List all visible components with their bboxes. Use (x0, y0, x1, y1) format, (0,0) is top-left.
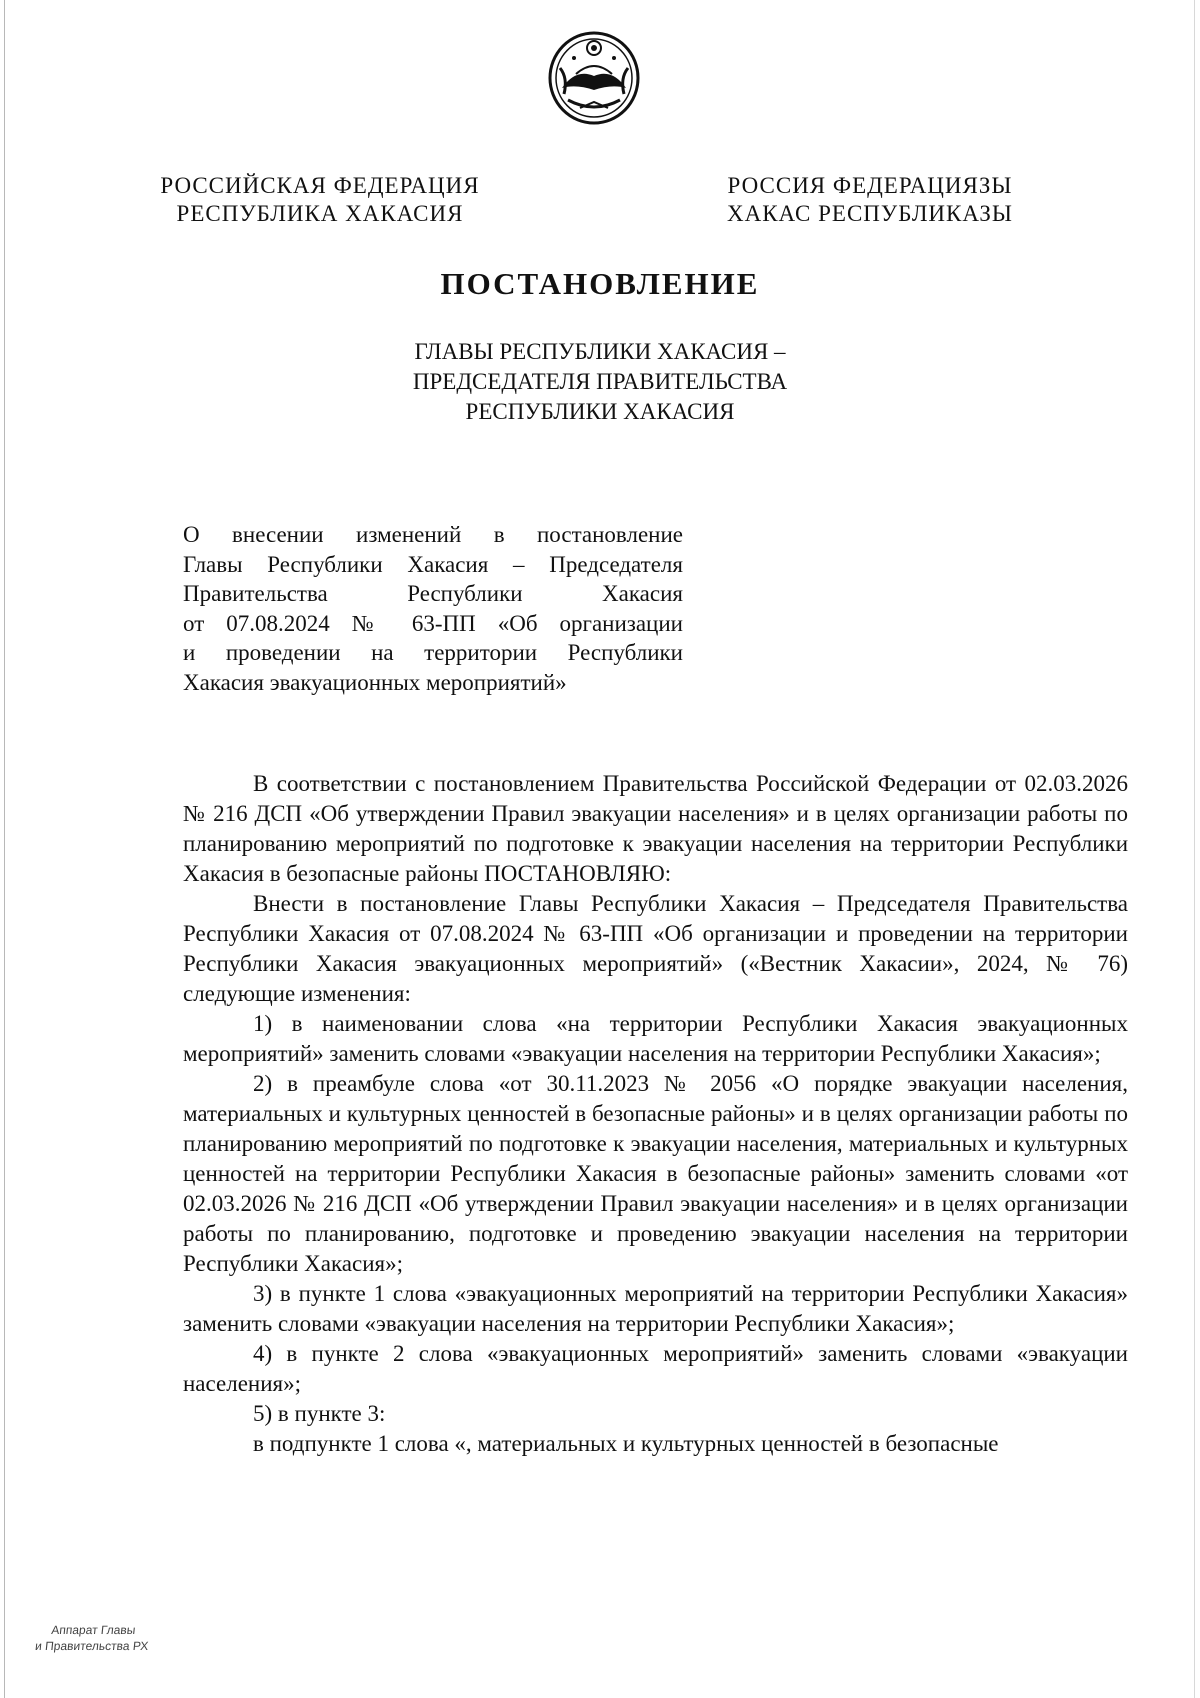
issuer-line: РЕСПУБЛИКИ ХАКАСИЯ (465, 399, 735, 424)
subject-line: и проведении на территории Республики (183, 640, 683, 665)
office-stamp-line: Аппарат Главы (50, 1623, 137, 1637)
subject-line: О внесении изменений в постановление (183, 522, 683, 547)
subject-line: Главы Республики Хакасия – Председателя (183, 551, 683, 577)
issuer-line: ПРЕДСЕДАТЕЛЯ ПРАВИТЕЛЬСТВА (412, 369, 788, 394)
body-paragraph: 1) в наименовании слова «на территории Республики Хакасия эвакуационных мероприятий» заменить словами «эвакуации населения на территории Республики Хакасия»; (183, 1011, 1128, 1066)
subject-line: Правительства Республики Хакасия (183, 581, 683, 606)
subject-line: от 07.08.2024 № 63-ПП «Об организации (183, 610, 683, 636)
page-edge-left (4, 0, 5, 1698)
issuer-block (0, 337, 1200, 427)
office-stamp-line: и Правительства РХ (34, 1639, 150, 1653)
body-paragraph: 5) в пункте 3: (253, 1401, 386, 1426)
body-paragraph: 3) в пункте 1 слова «эвакуационных мероприятий на территории Республики Хакасия» заменить словами «эвакуации населения на территории Республики Хакасия»; (183, 1281, 1128, 1336)
body-paragraph: 4) в пункте 2 слова «эвакуационных мероприятий» заменить словами «эвакуации населения»; (183, 1341, 1128, 1396)
document-title: ПОСТАНОВЛЕНИЕ (440, 266, 760, 301)
header-right-line: ХАКАС РЕСПУБЛИКАЗЫ (727, 201, 1013, 226)
subject-block (183, 520, 683, 697)
body-paragraph: 2) в преамбуле слова «от 30.11.2023 № 2056 «О порядке эвакуации населения, материальных и культурных ценностей в безопасные районы» и в целях организации работы по планированию мероприятий по подготовке к эвакуации населения, материальных и культурных ценностей на территории Республики Хакасия в безопасные районы» заменить словами «от 02.03.2026 № 216 ДСП «Об утверждении Правил эвакуации населения» и в целях организации работы по планированию, подготовке и проведению эвакуации населения на территории Республики Хакасия»; (183, 1071, 1128, 1276)
document-body (183, 769, 1128, 1459)
body-paragraph: Внести в постановление Главы Республики Хакасия – Председателя Правительства Республики Хакасия от 07.08.2024 № 63-ПП «Об организации и проведении на территории Республики Хакасия эвакуационных мероприятий» («Вестник Хакасии», 2024, № 76) следующие изменения: (183, 891, 1128, 1006)
coat-of-arms-emblem (546, 28, 642, 126)
header-left-line: РОССИЙСКАЯ ФЕДЕРАЦИЯ (160, 173, 480, 198)
header-right-block (700, 172, 1040, 228)
header-right-line: РОССИЯ ФЕДЕРАЦИЯЗЫ (727, 173, 1013, 198)
header-left-line: РЕСПУБЛИКА ХАКАСИЯ (176, 201, 464, 226)
issuer-line: ГЛАВЫ РЕСПУБЛИКИ ХАКАСИЯ – (414, 339, 786, 364)
body-paragraph: в подпункте 1 слова «, материальных и культурных ценностей в безопасные (253, 1431, 999, 1456)
office-stamp (34, 1622, 151, 1654)
subject-line: Хакасия эвакуационных мероприятий» (183, 669, 567, 695)
body-paragraph: В соответствии с постановлением Правительства Российской Федерации от 02.03.2026 № 216 ДСП «Об утверждении Правил эвакуации населения» и в целях организации работы по планированию мероприятий по подготовке к эвакуации населения на территории Республики Хакасия в безопасные районы ПОСТАНОВЛЯЮ: (183, 771, 1128, 886)
page-edge-right (1194, 0, 1195, 1698)
header-left-block (150, 172, 490, 228)
